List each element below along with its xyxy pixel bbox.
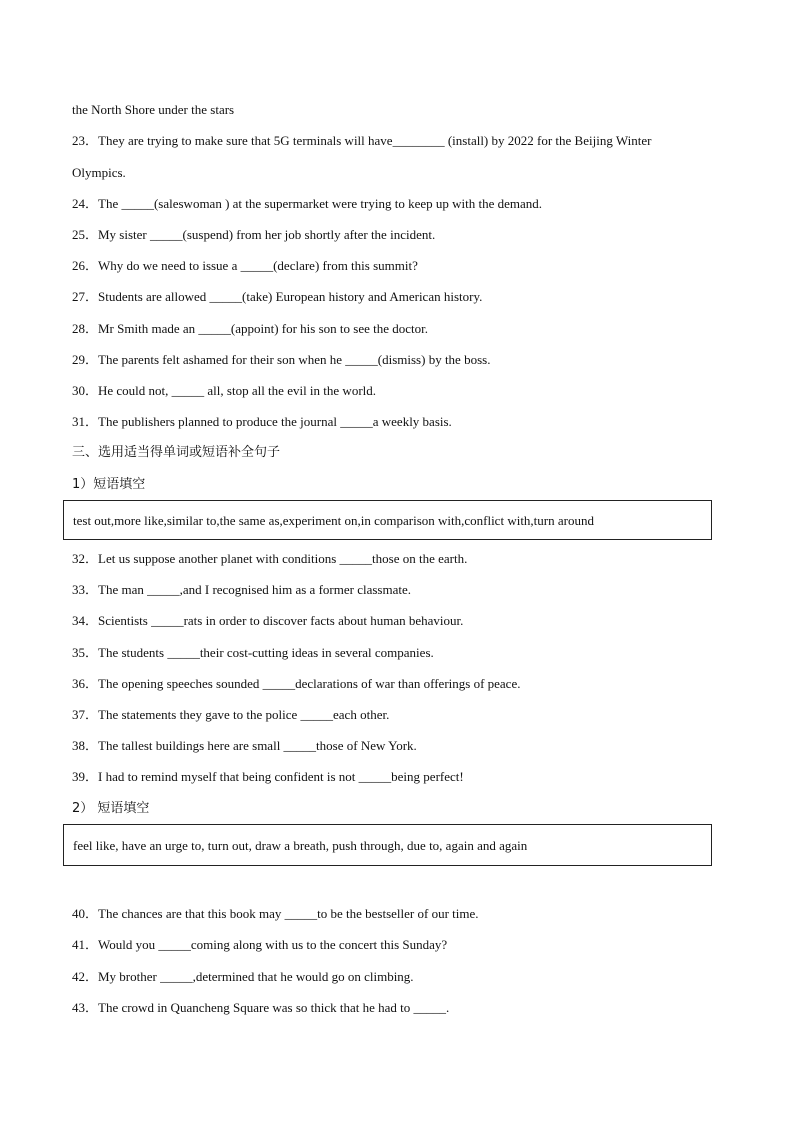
question-36: 36．The opening speeches sounded _____declarations of war than offerings of peace. bbox=[72, 676, 521, 691]
question-24: 24．The _____(saleswoman ) at the supermarket were trying to keep up with the demand. bbox=[72, 196, 543, 211]
question-38: 38．The tallest buildings here are small _____those of New York. bbox=[72, 738, 417, 753]
question-22-continuation: the North Shore under the stars bbox=[72, 102, 235, 117]
part-2-label: 2） 短语填空 bbox=[72, 801, 150, 816]
word-bank-1-text: test out,more like,similar to,the same as,experiment on,in comparison with,conflict with,turn around bbox=[73, 513, 594, 528]
section-3-title: 三、选用适当得单词或短语补全句子 bbox=[72, 445, 281, 460]
question-27: 27．Students are allowed _____(take) European history and American history. bbox=[72, 289, 483, 304]
word-bank-box-1 bbox=[63, 500, 712, 540]
question-34: 34．Scientists _____rats in order to discover facts about human behaviour. bbox=[72, 613, 464, 628]
question-39: 39．I had to remind myself that being confident is not _____being perfect! bbox=[72, 769, 464, 784]
question-28: 28．Mr Smith made an _____(appoint) for his son to see the doctor. bbox=[72, 321, 429, 336]
question-23: 23．They are trying to make sure that 5G terminals will have________ (install) by 2022 for the Beijing Winter bbox=[72, 133, 652, 148]
question-42: 42．My brother _____,determined that he would go on climbing. bbox=[72, 969, 414, 984]
question-43: 43．The crowd in Quancheng Square was so thick that he had to _____. bbox=[72, 1000, 450, 1015]
question-30: 30．He could not, _____ all, stop all the evil in the world. bbox=[72, 383, 377, 398]
question-37: 37．The statements they gave to the police _____each other. bbox=[72, 707, 390, 722]
question-26: 26．Why do we need to issue a _____(declare) from this summit? bbox=[72, 258, 418, 273]
question-32: 32．Let us suppose another planet with conditions _____those on the earth. bbox=[72, 551, 468, 566]
word-bank-box-2 bbox=[63, 824, 712, 866]
question-35: 35．The students _____their cost-cutting ideas in several companies. bbox=[72, 645, 434, 660]
question-29: 29．The parents felt ashamed for their son when he _____(dismiss) by the boss. bbox=[72, 352, 491, 367]
part-1-label: 1）短语填空 bbox=[72, 477, 146, 492]
word-bank-2-text: feel like, have an urge to, turn out, draw a breath, push through, due to, again and again bbox=[73, 838, 528, 853]
question-33: 33．The man _____,and I recognised him as a former classmate. bbox=[72, 582, 411, 597]
question-25: 25．My sister _____(suspend) from her job shortly after the incident. bbox=[72, 227, 436, 242]
question-40: 40．The chances are that this book may _____to be the bestseller of our time. bbox=[72, 906, 479, 921]
question-41: 41．Would you _____coming along with us to the concert this Sunday? bbox=[72, 937, 448, 952]
question-31: 31．The publishers planned to produce the journal _____a weekly basis. bbox=[72, 414, 452, 429]
question-23-continuation: Olympics. bbox=[72, 165, 126, 180]
